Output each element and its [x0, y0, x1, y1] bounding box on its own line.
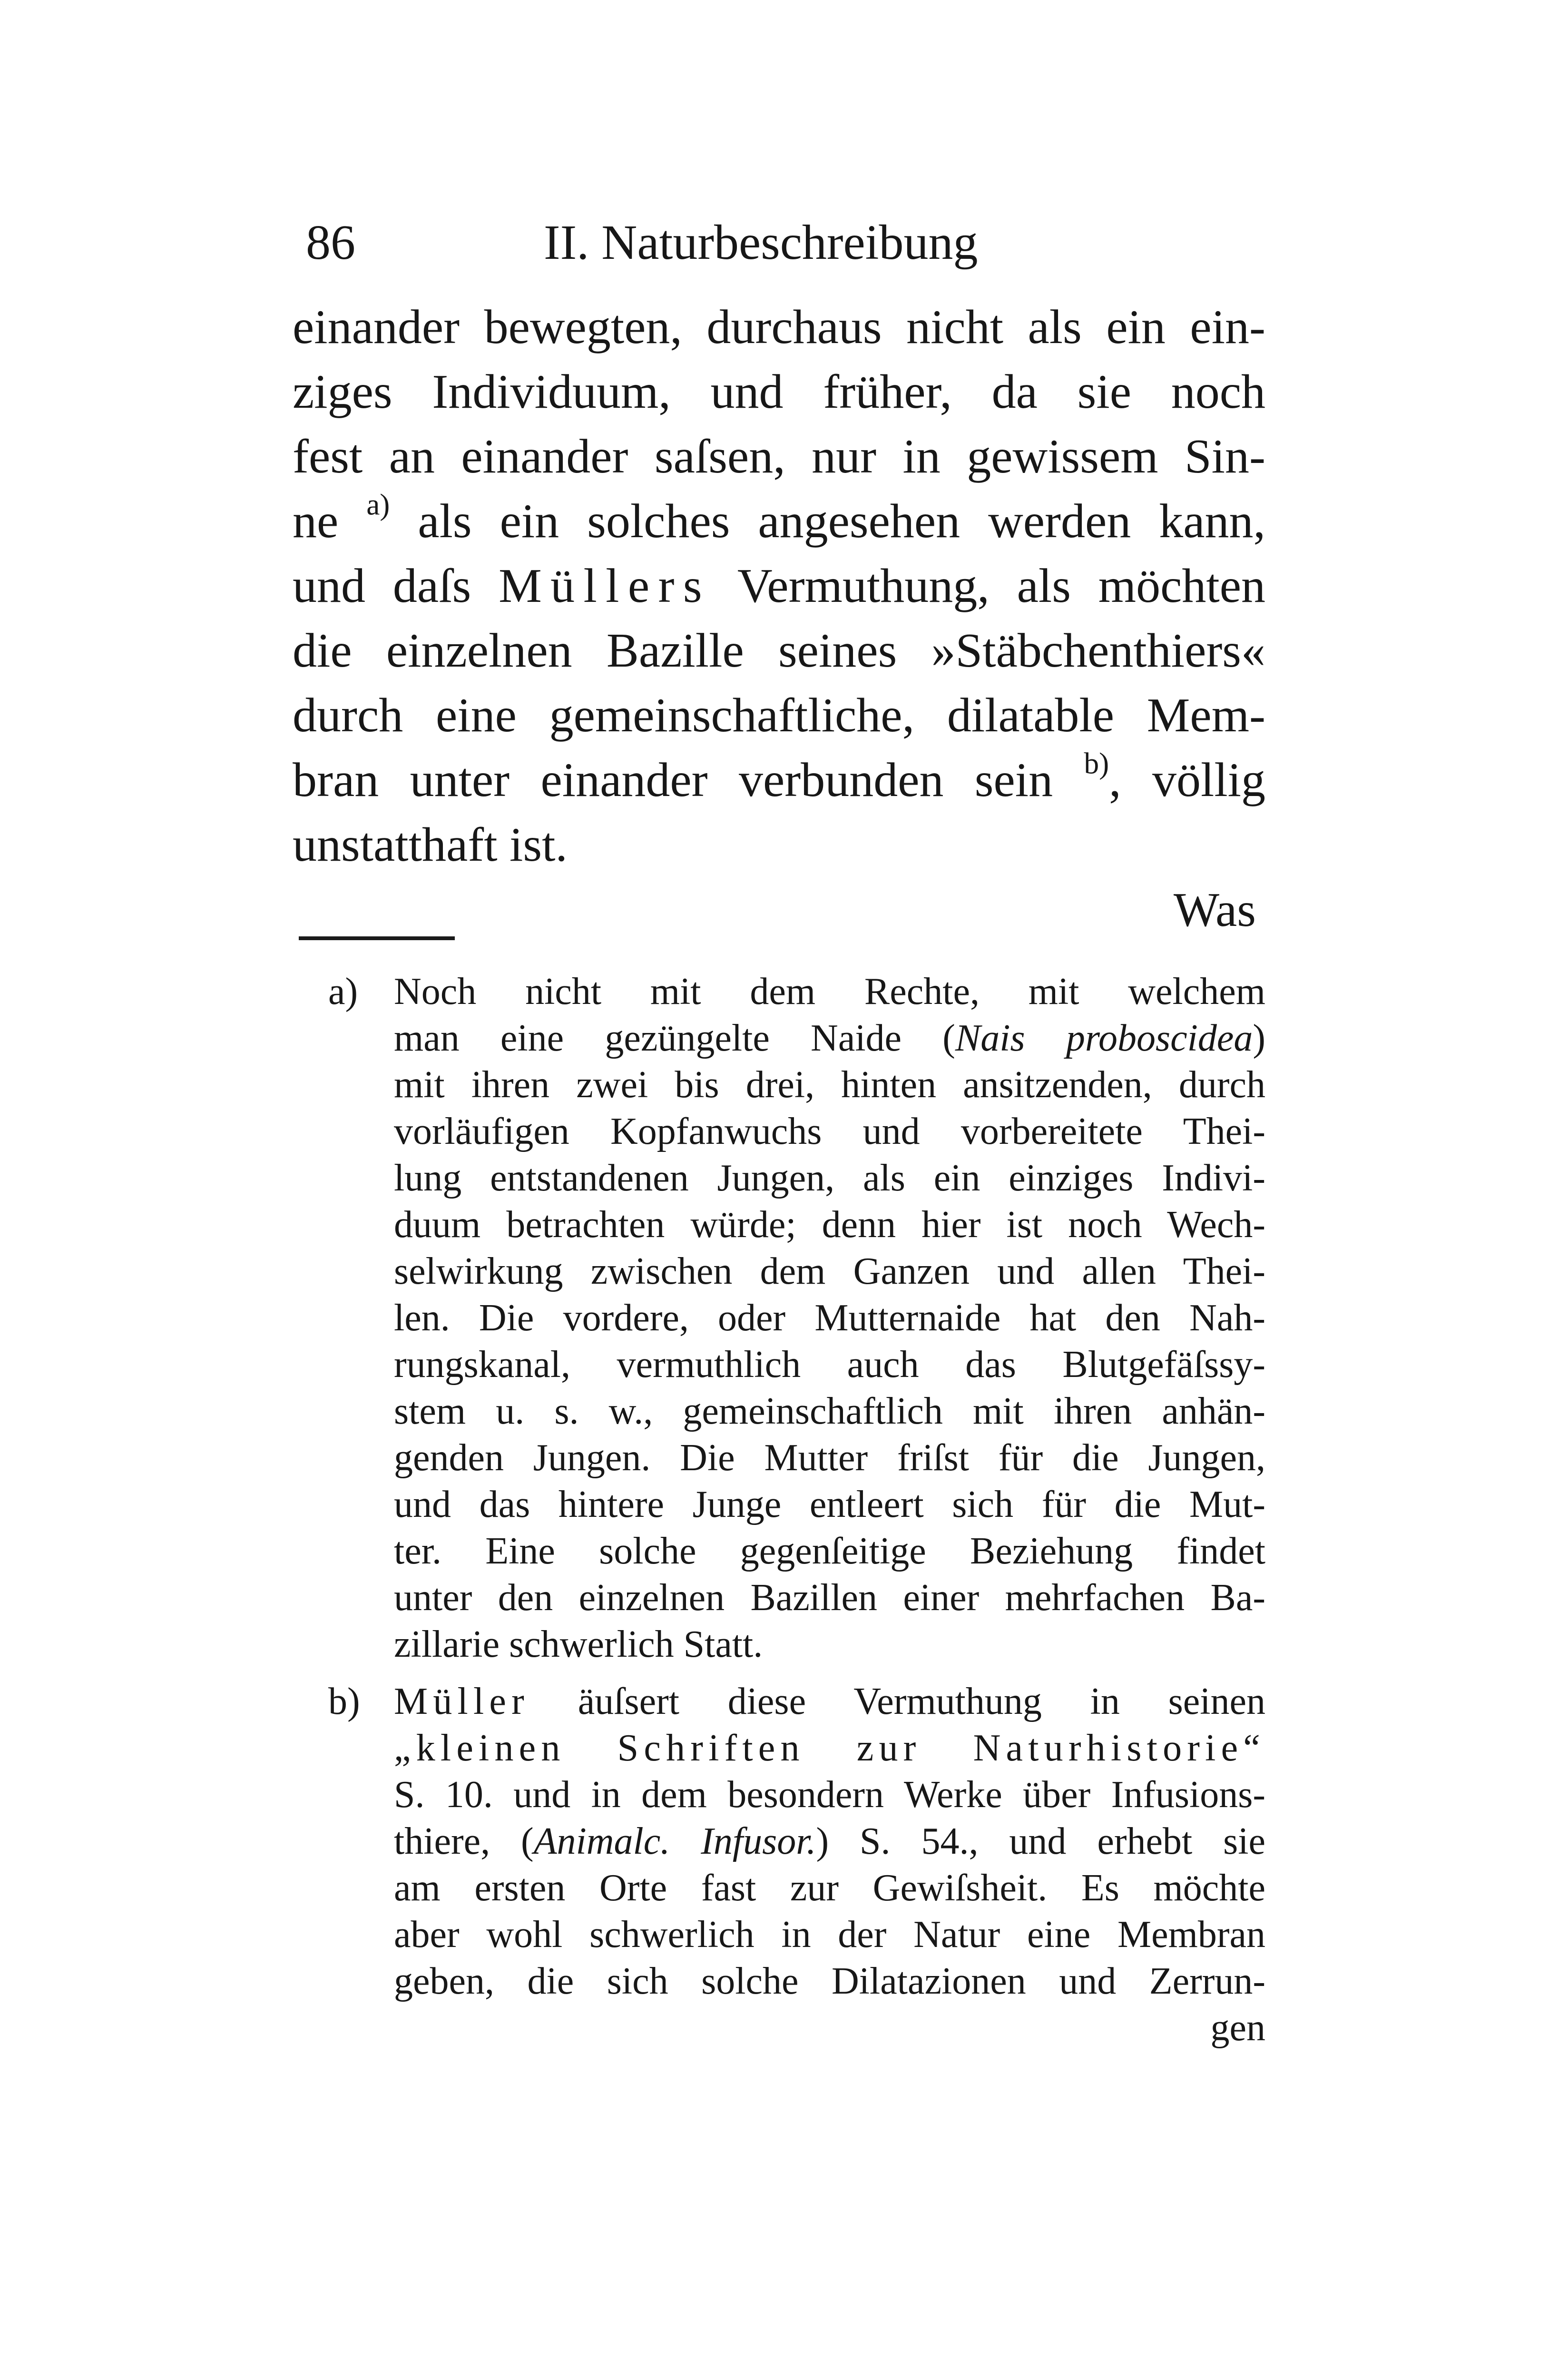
page-number: 86 [306, 215, 355, 270]
text-line [293, 554, 1265, 619]
text-line: ziges Individuum, und früher, da sie noch [293, 365, 1265, 419]
footnote-line [394, 1678, 1265, 1725]
footnote-line [394, 1015, 1265, 1062]
footnote-marker: b) [328, 1681, 360, 1722]
footnote-line: vorläufigen Kopfanwuchs und vorbereitete Thei- [394, 1111, 1265, 1152]
text-fragment: und daſs [293, 559, 471, 613]
footnote-line: am ersten Orte fast zur Gewiſsheit. Es möchte [394, 1867, 1265, 1909]
text-fragment: bran unter einander verbunden sein [293, 753, 1053, 807]
book-title: Animalc. Infusor. [533, 1820, 816, 1862]
text-fragment: äuſsert diese Vermuthung in seinen [578, 1681, 1266, 1722]
footnote-catchword: gen [1210, 2007, 1265, 2049]
text-line [293, 748, 1265, 813]
text-line [293, 489, 1265, 554]
text-line: unstatthaft ist. [293, 818, 568, 872]
footnote-line: duum betrachten würde; denn hier ist noch Wech- [394, 1204, 1265, 1246]
footnote-line: und das hintere Junge entleert sich für die Mut- [394, 1484, 1265, 1525]
author-name-spaced: Müller [394, 1681, 529, 1722]
text-fragment: ) [1253, 1017, 1265, 1059]
text-fragment: thiere, ( [394, 1820, 534, 1862]
footnote-a [328, 968, 1265, 1668]
running-title: II. Naturbeschreibung [544, 215, 978, 270]
footnote-line: selwirkung zwischen dem Ganzen und allen Thei- [394, 1250, 1265, 1292]
text-fragment: ) S. 54., und erhebt sie [816, 1820, 1265, 1862]
text-fragment: , völlig [1109, 753, 1265, 807]
footnote-line: aber wohl schwerlich in der Natur eine Membran [394, 1914, 1265, 1956]
footnote-line [394, 1818, 1265, 1865]
footnotes [328, 968, 1265, 2051]
footnote-line: Noch nicht mit dem Rechte, mit welchem [394, 971, 1265, 1013]
footnote-line: mit ihren zwei bis drei, hinten ansitzenden, durch [394, 1064, 1265, 1106]
footnote-line: ter. Eine solche gegenſeitige Beziehung findet [394, 1530, 1265, 1572]
footnote-separator [299, 936, 455, 940]
footnote-line: len. Die vordere, oder Mutternaide hat den Nah- [394, 1297, 1265, 1339]
footnote-line: S. 10. und in dem besondern Werke über Infusions- [394, 1774, 1265, 1816]
footnote-line: genden Jungen. Die Mutter friſst für die Jungen, [394, 1437, 1265, 1479]
text-fragment: als ein solches angesehen werden kann, [418, 494, 1265, 548]
footnote-b [328, 1678, 1265, 2051]
main-text [293, 295, 1265, 877]
footnote-line: zillarie schwerlich Statt. [394, 1623, 763, 1665]
footnote-line: unter den einzelnen Bazillen einer mehrfachen Ba- [394, 1577, 1265, 1619]
text-line: fest an einander saſsen, nur in gewissem Sin- [293, 430, 1265, 483]
catchword: Was [1173, 883, 1256, 937]
text-fragment: ne [293, 494, 339, 548]
footnote-line: rungskanal, vermuthlich auch das Blutgefäſssy- [394, 1344, 1265, 1386]
running-head [306, 209, 1257, 276]
text-fragment: Vermuthung, als möchten [737, 559, 1265, 613]
text-fragment: man eine gezüngelte Naide ( [394, 1017, 955, 1059]
species-name: Nais proboscidea [955, 1017, 1253, 1059]
footnote-marker: a) [328, 971, 358, 1013]
footnote-line: „kleinen Schriften zur Naturhistorie“ [394, 1727, 1265, 1769]
text-line: die einzelnen Bazille seines »Stäbchenthiers« [293, 624, 1265, 678]
text-line: einander bewegten, durchaus nicht als ein ein- [293, 300, 1265, 354]
footnote-reference-a: a) [366, 488, 390, 521]
author-name-spaced: Müllers [499, 559, 711, 613]
footnote-line: stem u. s. w., gemeinschaftlich mit ihren anhän- [394, 1390, 1265, 1432]
footnote-reference-b: b) [1084, 747, 1109, 780]
footnote-line: geben, die sich solche Dilatazionen und Zerrun- [394, 1960, 1265, 2002]
footnote-line: lung entstandenen Jungen, als ein einziges Indivi- [394, 1157, 1265, 1199]
text-line: durch eine gemeinschaftliche, dilatable Mem- [293, 688, 1265, 742]
